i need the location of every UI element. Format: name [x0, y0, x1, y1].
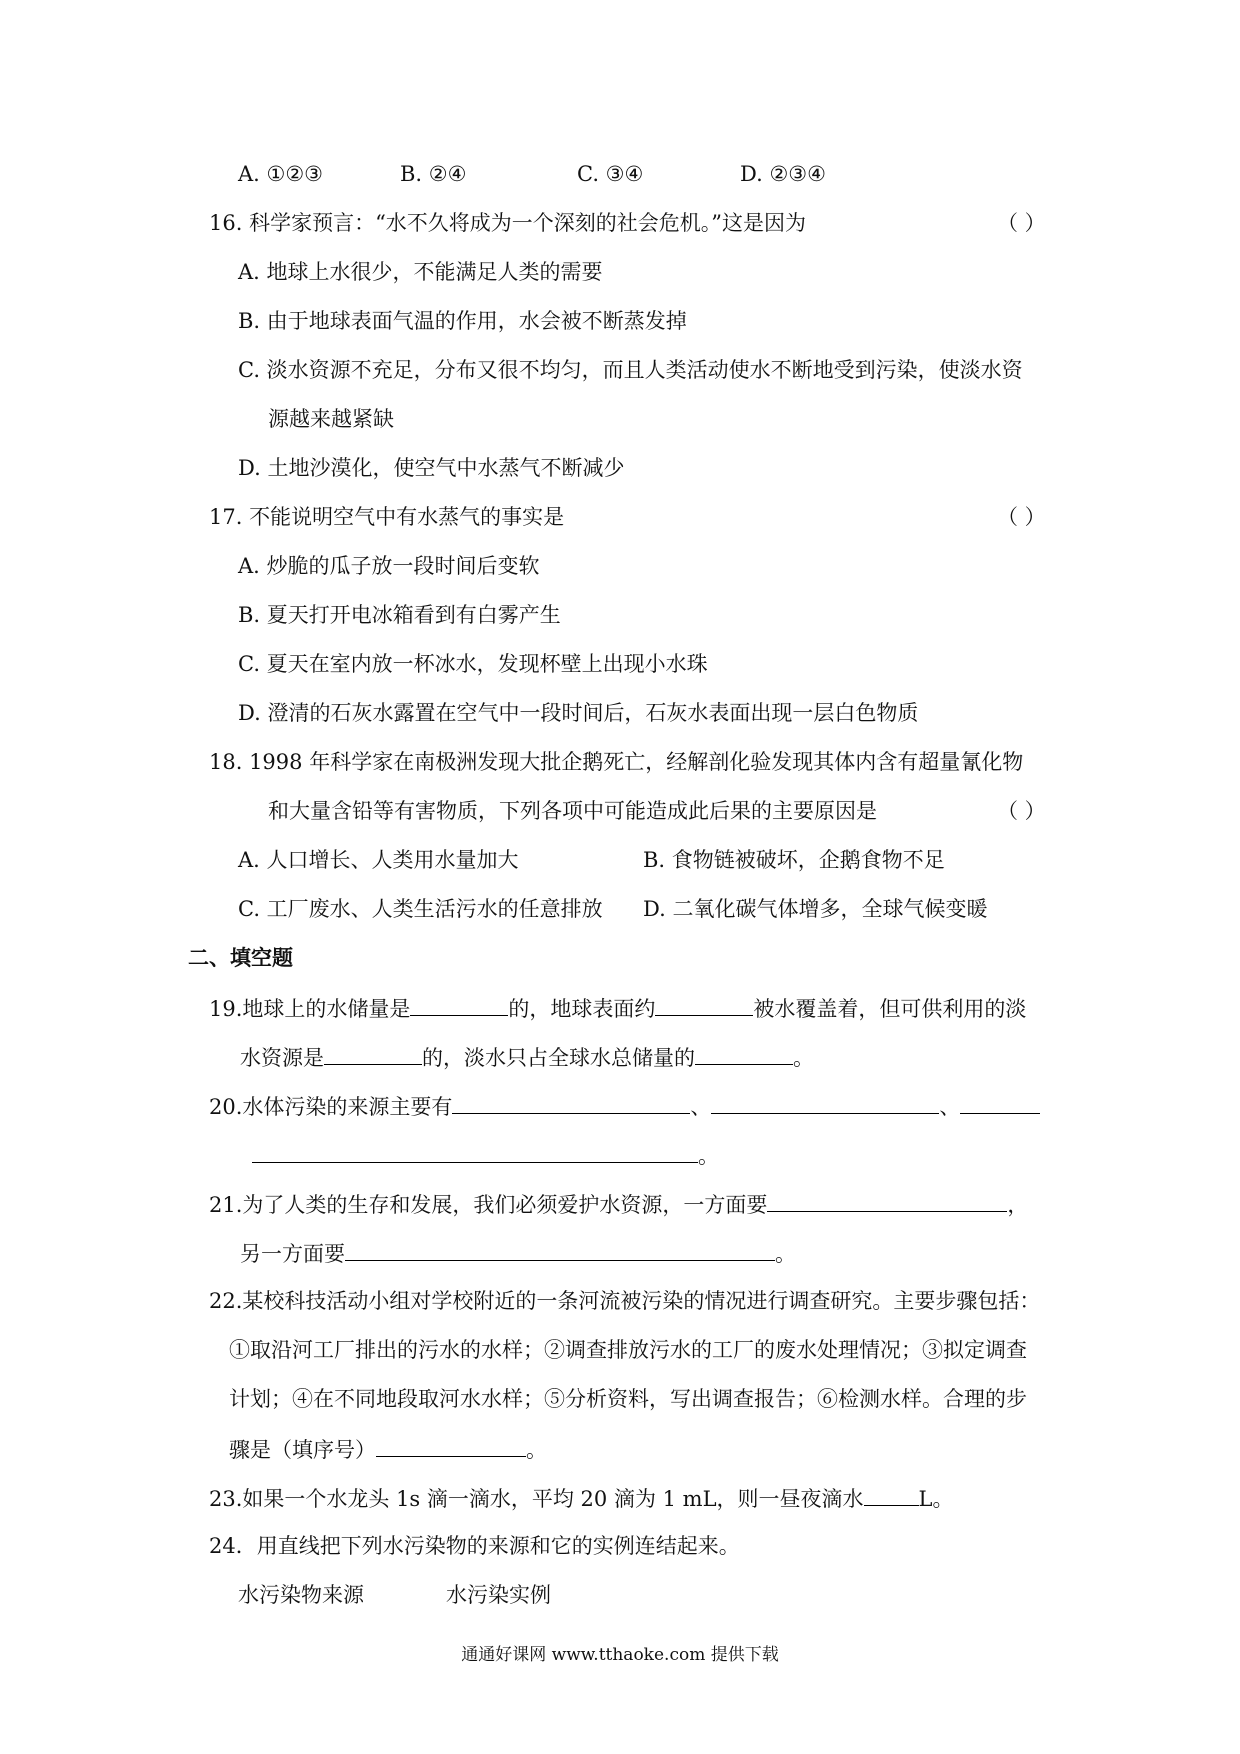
q21-comma: ，	[1007, 1193, 1029, 1217]
q23-blank[interactable]	[864, 1483, 919, 1506]
q19-blank-1[interactable]	[410, 993, 508, 1016]
q17-option-b: B. 夏天打开电冰箱看到有白雾产生	[238, 603, 561, 627]
q15-option-b: B. ②④	[400, 162, 467, 186]
q15-option-d: D. ②③④	[740, 162, 826, 186]
q19-text-3: 被水覆盖着，但可供利用的淡	[753, 997, 1027, 1021]
q22-line3: 计划；④在不同地段取河水水样；⑤分析资料，写出调查报告；⑥检测水样。合理的步	[229, 1387, 1027, 1411]
q18-answer-paren: （ ）	[997, 799, 1046, 823]
q16-option-a: A. 地球上水很少，不能满足人类的需要	[238, 260, 603, 284]
q21-line1	[209, 1189, 1028, 1219]
q20-end: 。	[698, 1144, 719, 1168]
q24-column-examples: 水污染实例	[446, 1583, 551, 1607]
q19-text-2: 的，地球表面约	[508, 997, 656, 1021]
q16-answer-paren: （ ）	[997, 211, 1046, 235]
q17-stem: 17. 不能说明空气中有水蒸气的事实是	[209, 505, 565, 529]
q16-option-c-line2: 源越来越紧缺	[268, 407, 394, 431]
q20-blank-1[interactable]	[452, 1091, 690, 1114]
q16-option-d: D. 土地沙漠化，使空气中水蒸气不断减少	[238, 456, 625, 480]
q23-text: 23.如果一个水龙头 1s 滴一滴水，平均 20 滴为 1 mL，则一昼夜滴水	[209, 1487, 864, 1511]
q17-option-c: C. 夏天在室内放一杯冰水，发现杯壁上出现小水珠	[238, 652, 708, 676]
q19-line2	[240, 1042, 814, 1072]
q22-line1: 22.某校科技活动小组对学校附近的一条河流被污染的情况进行调查研究。主要步骤包括：	[209, 1289, 1041, 1313]
q22-end: 。	[526, 1438, 547, 1462]
q22-line2: ①取沿河工厂排出的污水的水样；②调查排放污水的工厂的废水处理情况；③拟定调查	[229, 1338, 1027, 1362]
q20-sep-1: 、	[690, 1095, 712, 1119]
q16-option-c-line1: C. 淡水资源不充足，分布又很不均匀，而且人类活动使水不断地受到污染，使淡水资	[238, 358, 1023, 382]
q16-option-b: B. 由于地球表面气温的作用，水会被不断蒸发掉	[238, 309, 687, 333]
q18-option-c: C. 工厂废水、人类生活污水的任意排放	[238, 897, 603, 921]
q20-sep-2: 、	[939, 1095, 961, 1119]
q20-blank-3-start[interactable]	[960, 1091, 1040, 1114]
q19-blank-3[interactable]	[324, 1042, 422, 1065]
q15-option-c: C. ③④	[577, 162, 644, 186]
q17-answer-paren: （ ）	[997, 505, 1046, 529]
q23-unit: L。	[918, 1487, 954, 1511]
q19-text-1: 19.地球上的水储量是	[209, 997, 411, 1021]
q21-blank-1[interactable]	[767, 1189, 1007, 1212]
q23-line	[209, 1483, 953, 1513]
q20-blank-3-cont[interactable]	[252, 1140, 698, 1163]
q20-text-1: 20.水体污染的来源主要有	[209, 1095, 453, 1119]
q22-text-4: 骤是（填序号）	[229, 1438, 376, 1462]
q19-text-4: 水资源是	[240, 1046, 324, 1070]
q21-end: 。	[775, 1242, 796, 1266]
q17-option-a: A. 炒脆的瓜子放一段时间后变软	[238, 554, 540, 578]
q18-option-a: A. 人口增长、人类用水量加大	[238, 848, 519, 872]
q18-stem-line1: 18. 1998 年科学家在南极洲发现大批企鹅死亡，经解剖化验发现其体内含有超量氰化物	[209, 750, 1024, 774]
q21-text-2: 另一方面要	[240, 1242, 345, 1266]
q17-option-d: D. 澄清的石灰水露置在空气中一段时间后，石灰水表面出现一层白色物质	[238, 701, 919, 725]
q24-column-sources: 水污染物来源	[238, 1583, 364, 1607]
q19-blank-2[interactable]	[655, 993, 753, 1016]
q18-stem-line2: 和大量含铅等有害物质，下列各项中可能造成此后果的主要原因是	[268, 799, 877, 823]
q15-option-a: A. ①②③	[238, 162, 323, 186]
q19-blank-4[interactable]	[695, 1042, 793, 1065]
q20-line1	[209, 1091, 1040, 1121]
q21-blank-2[interactable]	[345, 1238, 775, 1261]
q19-line1	[209, 993, 1026, 1023]
q22-blank[interactable]	[376, 1434, 526, 1457]
q21-line2	[240, 1238, 796, 1268]
q22-line4	[229, 1434, 547, 1464]
page-footer: 通通好课网 www.tthaoke.com 提供下载	[461, 1645, 779, 1665]
q18-option-d: D. 二氧化碳气体增多，全球气候变暖	[643, 897, 988, 921]
q19-text-5: 的，淡水只占全球水总储量的	[422, 1046, 695, 1070]
q24-stem: 24．用直线把下列水污染物的来源和它的实例连结起来。	[209, 1534, 740, 1558]
section-title-fill-in: 二、填空题	[188, 946, 293, 970]
q18-option-b: B. 食物链被破坏，企鹅食物不足	[643, 848, 945, 872]
q19-text-6: 。	[793, 1046, 814, 1070]
q20-blank-2[interactable]	[711, 1091, 939, 1114]
q20-line2	[252, 1140, 719, 1170]
q16-stem: 16. 科学家预言：“水不久将成为一个深刻的社会危机。”这是因为	[209, 211, 807, 235]
q21-text-1: 21.为了人类的生存和发展，我们必须爱护水资源，一方面要	[209, 1193, 768, 1217]
